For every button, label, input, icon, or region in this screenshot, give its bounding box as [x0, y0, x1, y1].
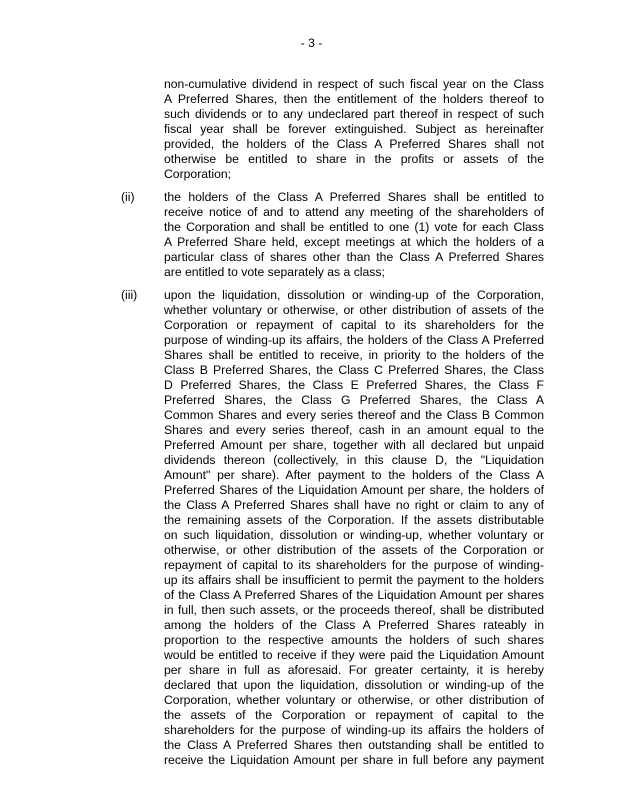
text-line: up its affairs shall be insufficient to permit the payment to the holders: [164, 573, 544, 587]
text-line: provided, the holders of the Class A Preferred Shares shall not: [164, 137, 544, 151]
text-line: the remaining assets of the Corporation. If the assets distributable: [164, 513, 544, 527]
text-line: particular class of shares other than the Class A Preferred Shares: [164, 250, 544, 264]
text-line: shareholders for the purpose of winding-up its affairs the holders of: [164, 723, 544, 737]
text-line: Common Shares and every series thereof and the Class B Common: [164, 408, 544, 422]
text-line: Amount" per share). After payment to the holders of the Class A: [164, 468, 544, 482]
clause-label: (iii): [121, 288, 138, 302]
text-line: otherwise, or other distribution of the assets of the Corporation or: [164, 543, 544, 557]
text-line: are entitled to vote separately as a class;: [164, 265, 385, 279]
text-line: Corporation, whether voluntary or otherwise, or other distribution of: [164, 693, 544, 707]
text-line: Preferred Shares of the Liquidation Amount per share, the holders of: [164, 483, 544, 497]
text-line: declared that upon the liquidation, dissolution or winding-up of the: [164, 678, 544, 692]
text-line: of the Class A Preferred Shares of the Liquidation Amount per shares: [164, 588, 544, 602]
text-line: Preferred Amount per share, together with all declared but unpaid: [164, 438, 544, 452]
text-line: dividends thereon (collectively, in this clause D, the "Liquidation: [164, 453, 544, 467]
page-number: - 3 -: [300, 36, 323, 50]
text-line: fiscal year shall be forever extinguished. Subject as hereinafter: [164, 122, 544, 136]
text-line: receive the Liquidation Amount per share in full before any payment: [164, 753, 544, 767]
text-line: A Preferred Shares, then the entitlement of the holders thereof to: [164, 92, 544, 106]
clause-label: (ii): [121, 190, 135, 204]
text-line: otherwise be entitled to share in the profits or assets of the: [164, 152, 544, 166]
text-line: per share in full as aforesaid. For greater certainty, it is hereby: [164, 663, 544, 677]
text-line: such dividends or to any undeclared part thereof in respect of such: [164, 107, 544, 121]
text-line: Shares shall be entitled to receive, in priority to the holders of the: [164, 348, 544, 362]
text-line: the holders of the Class A Preferred Shares shall be entitled to: [164, 190, 544, 204]
text-line: proportion to the respective amounts the holders of such shares: [164, 633, 544, 647]
text-line: the assets of the Corporation or repayment of capital to the: [164, 708, 544, 722]
text-line: Corporation or repayment of capital to its shareholders for the: [164, 318, 544, 332]
text-line: would be entitled to receive if they were paid the Liquidation Amount: [164, 648, 544, 662]
text-line: Preferred Shares, the Class G Preferred Shares, the Class A: [164, 393, 544, 407]
text-line: A Preferred Share held, except meetings at which the holders of a: [164, 235, 544, 249]
text-line: Shares and every series thereof, cash in an amount equal to the: [164, 423, 544, 437]
text-line: purpose of winding-up its affairs, the holders of the Class A Preferred: [164, 333, 544, 347]
text-line: among the holders of the Class A Preferred Shares rateably in: [164, 618, 544, 632]
text-line: in full, then such assets, or the proceeds thereof, shall be distributed: [164, 603, 544, 617]
text-line: repayment of capital to its shareholders for the purpose of winding-: [164, 558, 544, 572]
text-line: the Class A Preferred Shares shall have no right or claim to any of: [164, 498, 544, 512]
text-line: upon the liquidation, dissolution or winding-up of the Corporation,: [164, 288, 544, 302]
text-line: D Preferred Shares, the Class E Preferred Shares, the Class F: [164, 378, 544, 392]
text-line: Class B Preferred Shares, the Class C Preferred Shares, the Class: [164, 363, 544, 377]
text-line: on such liquidation, dissolution or winding-up, whether voluntary or: [164, 528, 544, 542]
text-line: receive notice of and to attend any meeting of the shareholders of: [164, 205, 544, 219]
text-line: the Class A Preferred Shares then outstanding shall be entitled to: [164, 738, 544, 752]
text-line: the Corporation and shall be entitled to one (1) vote for each Class: [164, 220, 544, 234]
text-line: Corporation;: [164, 167, 232, 181]
text-line: non-cumulative dividend in respect of such fiscal year on the Class: [164, 77, 544, 91]
text-line: whether voluntary or otherwise, or other distribution of assets of the: [164, 303, 544, 317]
